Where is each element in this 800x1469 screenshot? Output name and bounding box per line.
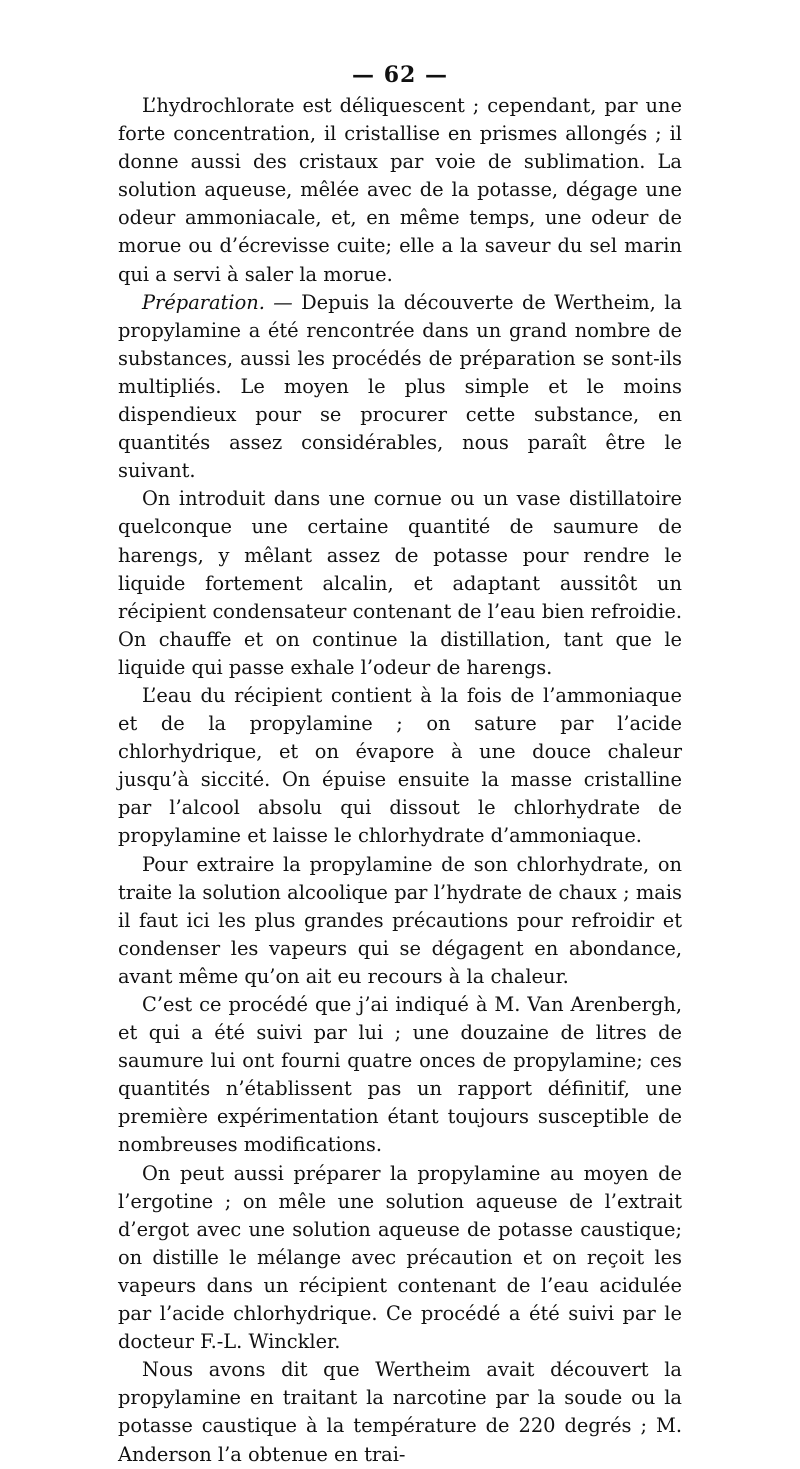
paragraph-extraction: Pour extraire la propylamine de son chlorhydrate, on traite la solution alcoolique par l’hydrate de chaux ; mais il faut ici les plus grandes précautions pour refroidir et condenser les vapeurs qui se dégagent en abondance, avant même qu’on ait eu recours à la chaleur. [118,852,682,988]
page-number: — 62 — [352,62,448,88]
paragraph-ergotine: On peut aussi préparer la propylamine au moyen de l’ergotine ; on mêle une solution aqueuse de l’extrait d’ergot avec une solution aqueuse de potasse caustique; on distille le mélange avec précaution et on reçoit les vapeurs dans un récipient contenant de l’eau acidulée par l’acide chlorhydrique. Ce procédé a été suivi par le docteur F.-L. Winckler. [118,1161,682,1354]
paragraph-recipient: L’eau du récipient contient à la fois de l’ammoniaque et de la propylamine ; on sature par l’acide chlorhydrique, et on évapore à une douce chaleur jusqu’à siccité. On épuise ensuite la masse cristalline par l’alcool absolu qui dissout le chlorhydrate de propylamine et laisse le chlorhydrate d’ammoniaque. [118,683,682,848]
preparation-heading: Préparation. — [142,290,293,314]
paragraph-distillation: On introduit dans une cornue ou un vase distillatoire quelconque une certaine quantité de saumure de harengs, y mêlant assez de potasse pour rendre le liquide fortement alcalin, et adaptant aussitôt un récipient condensateur contenant de l’eau bien refroidie. On chauffe et on continue la distillation, tant que le liquide qui passe exhale l’odeur de harengs. [118,487,682,679]
paragraph-hydrochlorate: L’hydrochlorate est déliquescent ; cependant, par une forte concentration, il cristallise en prismes allongés ; il donne aussi des cristaux par voie de sublimation. La solution aqueuse, mêlée avec de la potasse, dégage une odeur ammoniacale, et, en même temps, une odeur de morue ou d’écrevisse cuite; elle a la saveur du sel marin qui a servi à saler la morue. [118,94,682,286]
paragraph-preparation [118,289,682,486]
paragraph-wertheim: Nous avons dit que Wertheim avait découvert la propylamine en traitant la narcotine par la soude ou la potasse caustique à la température de 220 degrés ; M. Anderson l’a obtenue en trai- [118,1358,682,1466]
paragraph-van-arenbergh: C’est ce procédé que j’ai indiqué à M. Van Arenbergh, et qui a été suivi par lui ; une douzaine de litres de saumure lui ont fourni quatre onces de propylamine; ces quantités n’établissent pas un rapport définitif, une première expérimentation étant toujours susceptible de nombreuses modifications. [118,993,682,1157]
preparation-text: Depuis la découverte de Wertheim, la propylamine a été rencontrée dans un grand nombre de substances, aussi les procédés de préparation se sont-ils multipliés. Le moyen le plus simple et le moins dispendieux pour se procurer cette substance, en quantités assez considérables, nous paraît être le suivant. [118,290,682,483]
page [118,60,682,1469]
